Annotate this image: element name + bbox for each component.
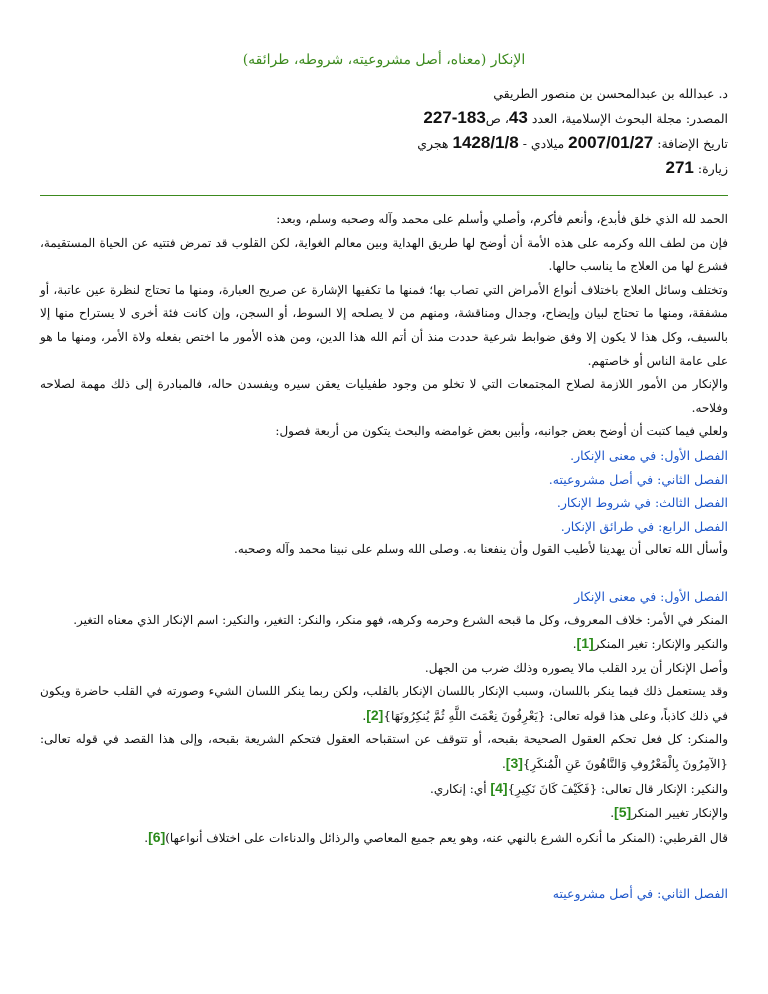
toc-item-3[interactable]: الفصل الثالث: في شروط الإنكار. bbox=[556, 495, 728, 511]
spacer bbox=[40, 562, 728, 585]
hijri-date: 1428/1/8 bbox=[452, 133, 519, 152]
toc-item-2[interactable]: الفصل الثاني: في أصل مشروعيته. bbox=[548, 471, 728, 487]
article-body bbox=[40, 208, 728, 906]
chapter-1-paragraph: المنكر في الأمر: خلاف المعروف، وكل ما قبحه الشرع وحرمه وكرهه، فهو منكر، والنكر: التغير، والنكير: اسم الإنكار الذي معناه التغير. bbox=[73, 612, 728, 627]
page-range: 183-227 bbox=[423, 108, 486, 127]
chapter-1-paragraph: وقد يستعمل ذلك فيما ينكر باللسان، وسبب الإنكار باللسان الإنكار بالقلب، ولكن ربما ينكر اللسان الشيء وصورته في القلب حاضرة ويكون في ذلك كاذباً، وعلى هذا قوله تعالى: {يَعْرِفُونَ نِعْمَتَ اللَّهِ ثُمَّ يُنكِرُونَهَا}[2]. bbox=[40, 684, 728, 723]
toc-item-1[interactable]: الفصل الأول: في معنى الإنكار. bbox=[570, 447, 728, 463]
added-label: تاريخ الإضافة: bbox=[657, 136, 728, 151]
chapter-1-paragraph: والمنكر: كل فعل تحكم العقول الصحيحة بقبحه، أو تتوقف عن استقباحه العقول فتحكم الشريعة بقبحه، وإلى هذا القصد في قوله تعالى: {الآمِرُونَ بِالْمَعْرُوفِ وَالنَّاهُونَ عَنِ الْمُنكَرِ}[3]. bbox=[40, 732, 728, 772]
chapter-1-heading: الفصل الأول: في معنى الإنكار bbox=[574, 588, 728, 604]
footnote-link-5[interactable]: [5] bbox=[614, 804, 632, 821]
footnote-link-2[interactable]: [2] bbox=[366, 706, 384, 723]
footnote-link-1[interactable]: [1] bbox=[576, 635, 594, 652]
source-line bbox=[40, 106, 728, 131]
toc-item-4[interactable]: الفصل الرابع: في طرائق الإنكار. bbox=[560, 518, 728, 534]
article-page bbox=[40, 0, 728, 994]
gregorian-date: 2007/01/27 bbox=[568, 133, 654, 152]
spacer bbox=[40, 850, 728, 882]
intro-paragraph: وتختلف وسائل العلاج باختلاف أنواع الأمراض التي تصاب بها؛ فمنها ما تكفيها الإشارة عن صريح العبارة، ومنها ما تحتاج لنظرة عين عاتبة، أو مشفقة، ومنها ما تحتاج لبيان وإيضاح، وجدال ومناقشة، ومنهم من لا يصلحه إلا السوط، أو السجن، وإن كانت فئة أخرى لا يستراح منها إلا بالسيف، وكل هذا لا يكون إلا وفق ضوابط شرعية حددت منذ أن أتم الله هذا الدين، ومن هذه الأمور ما اختص بفعله ولاة الأمر، ومنها ما هو على عامة الناس أو خاصتهم. bbox=[40, 282, 728, 368]
pages-label: ، ص bbox=[485, 111, 509, 126]
divider bbox=[40, 195, 728, 196]
article-title: الإنكار (معناه، أصل مشروعيته، شروطه، طرائقه) bbox=[242, 52, 526, 68]
chapter-1-paragraph: والنكير: الإنكار قال تعالى: {فَكَيْفَ كَانَ نَكِيرِ}[4] أي: إنكاري. bbox=[430, 779, 728, 796]
intro-paragraph: والإنكار من الأمور اللازمة لصلاح المجتمعات التي لا تخلو من وجود طفيليات يعقن سيره ويفسدن حاله، فالمبادرة إلى ذلك مهمة لصلاحه وفلاحه. bbox=[40, 377, 728, 415]
intro-paragraph: ولعلي فيما كتبت أن أوضح بعض جوانبه، وأبين بعض غوامضه والبحث يتكون من أربعة فصول: bbox=[275, 424, 728, 439]
chapter-1-paragraph: والنكير والإنكار: تغير المنكر[1]. bbox=[572, 635, 728, 652]
author-line: د. عبدالله بن عبدالمحسن بن منصور الطريقي bbox=[493, 86, 728, 101]
visits-label: زيارة: bbox=[697, 161, 728, 176]
footnote-link-3[interactable]: [3] bbox=[505, 755, 523, 772]
chapter-1-paragraph: والإنكار تغيير المنكر[5]. bbox=[610, 804, 728, 821]
issue-number: 43 bbox=[508, 108, 528, 127]
footnote-link-4[interactable]: [4] bbox=[490, 779, 508, 796]
intro-paragraph: الحمد لله الذي خلق فأبدع، وأنعم فأكرم، وأصلي وأسلم على محمد وآله وصحبه وسلم، وبعد: bbox=[276, 212, 728, 226]
hijri-label: هجري bbox=[417, 136, 449, 151]
chapter-1-paragraph: وأصل الإنكار أن يرد القلب مالا يصوره وذلك ضرب من الجهل. bbox=[424, 660, 728, 675]
visits-count: 271 bbox=[665, 158, 694, 177]
intro-paragraph: فإن من لطف الله وكرمه على هذه الأمة أن أوضح لها طريق الهداية وبين معالم الغواية، لكن القلوب قد تمرض فتتيه عن الحياة المستقيمة، فشرع لها من العلاج ما يناسب حالها. bbox=[40, 235, 728, 274]
date-line bbox=[40, 131, 728, 156]
article-meta bbox=[40, 82, 728, 181]
chapter-2-heading: الفصل الثاني: في أصل مشروعيته bbox=[552, 886, 728, 902]
chapter-1-paragraph: قال القرطبي: (المنكر ما أنكره الشرع بالنهي عنه، وهو يعم جميع المعاصي والرذائل والدناءات على اختلاف أنواعها)[6]. bbox=[144, 828, 728, 845]
closing-paragraph: وأسأل الله تعالى أن يهدينا لأطيب القول وأن ينفعنا به. وصلى الله وسلم على نبينا محمد وآله وصحبه. bbox=[234, 542, 728, 557]
visits-line bbox=[40, 156, 728, 181]
footnote-link-6[interactable]: [6] bbox=[148, 828, 166, 845]
source-label: المصدر: مجلة البحوث الإسلامية، العدد bbox=[531, 111, 728, 126]
gregorian-label: ميلادي - bbox=[522, 136, 565, 151]
